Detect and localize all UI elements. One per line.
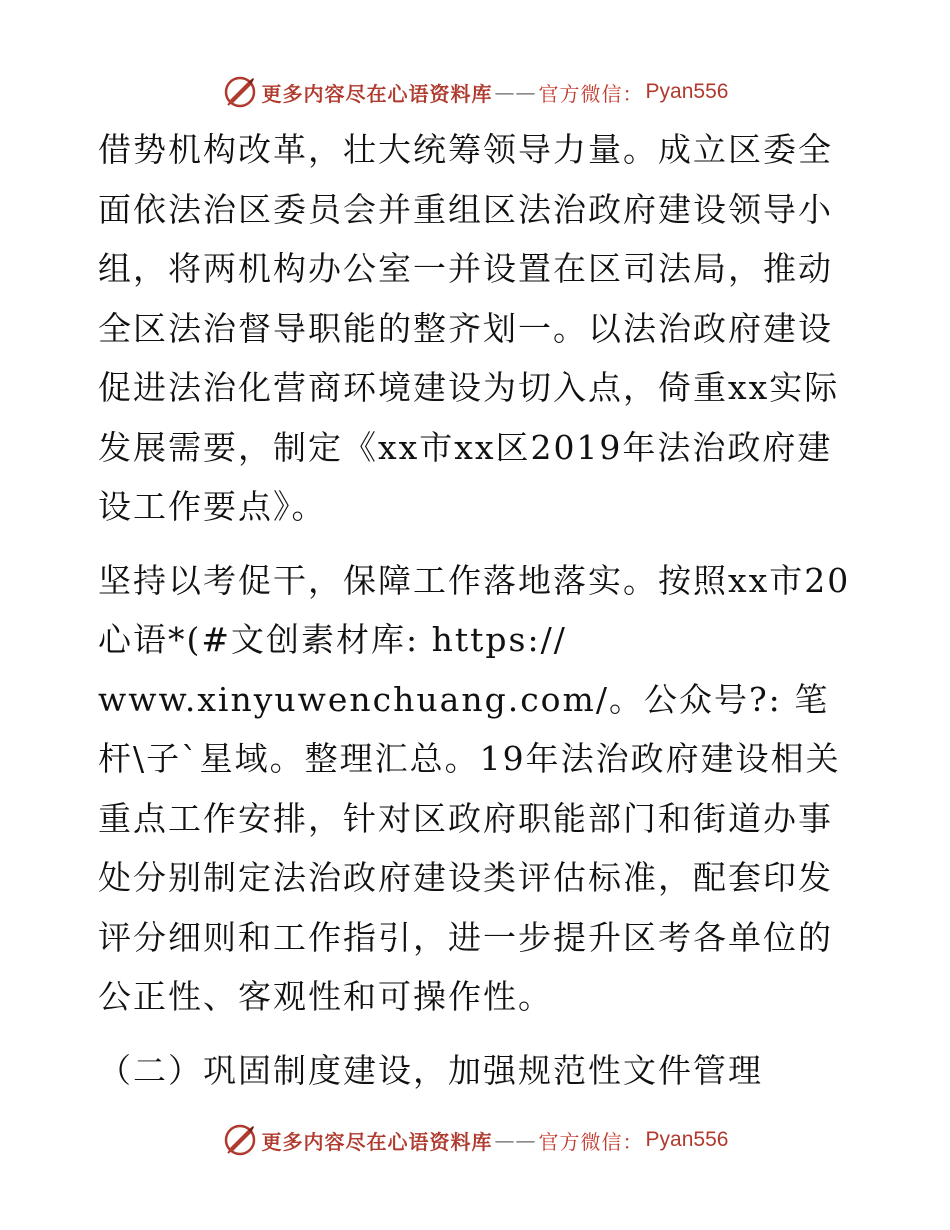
document-body bbox=[98, 120, 858, 1100]
watermark-wechat-id: Pyan556 bbox=[645, 1128, 729, 1151]
paragraph-institutional-reform: 借势机构改革，壮大统筹领导力量。成立区委全面依法治区委员会并重组区法治政府建设领导小组，将两机构办公室一并设置在区司法局，推动全区法治督导职能的整齐划一。以法治政府建设促进法治化营商环境建设为切入点，倚重xx实际发展需要，制定《xx市xx区2019年法治政府建设工作要点》。 bbox=[98, 130, 840, 526]
watermark-separator: —— bbox=[494, 1128, 537, 1152]
paragraph-assessment-intro: 坚持以考促干，保障工作落地落实。按照xx市20心语*(#文创素材库: https:// bbox=[98, 560, 851, 659]
watermark-wechat-label: 官方微信： bbox=[538, 1129, 644, 1154]
header-watermark bbox=[0, 72, 950, 112]
brand-logo-icon bbox=[222, 74, 258, 110]
watermark-brand-text: 更多内容尽在心语资料库 bbox=[261, 1129, 493, 1154]
watermark-separator: —— bbox=[494, 80, 537, 104]
section-heading: （二）巩固制度建设，加强规范性文件管理 bbox=[98, 1050, 763, 1090]
paragraph-assessment-body: www.xinyuwenchuang.com/。公众号?: 笔杆\子`星域。整理汇总。19年法治政府建设相关重点工作安排，针对区政府职能部门和街道办事处分别制定法治政府建设类评估标准，配套印发评分细则和工作指引，进一步提升区考各单位的公正性、客观性和可操作性。 bbox=[98, 679, 841, 1016]
watermark-wechat-label: 官方微信： bbox=[538, 81, 644, 106]
watermark-brand-text: 更多内容尽在心语资料库 bbox=[261, 81, 493, 106]
footer-watermark bbox=[0, 1120, 950, 1160]
watermark-wechat-id: Pyan556 bbox=[645, 80, 729, 103]
brand-logo-icon bbox=[222, 1122, 258, 1158]
